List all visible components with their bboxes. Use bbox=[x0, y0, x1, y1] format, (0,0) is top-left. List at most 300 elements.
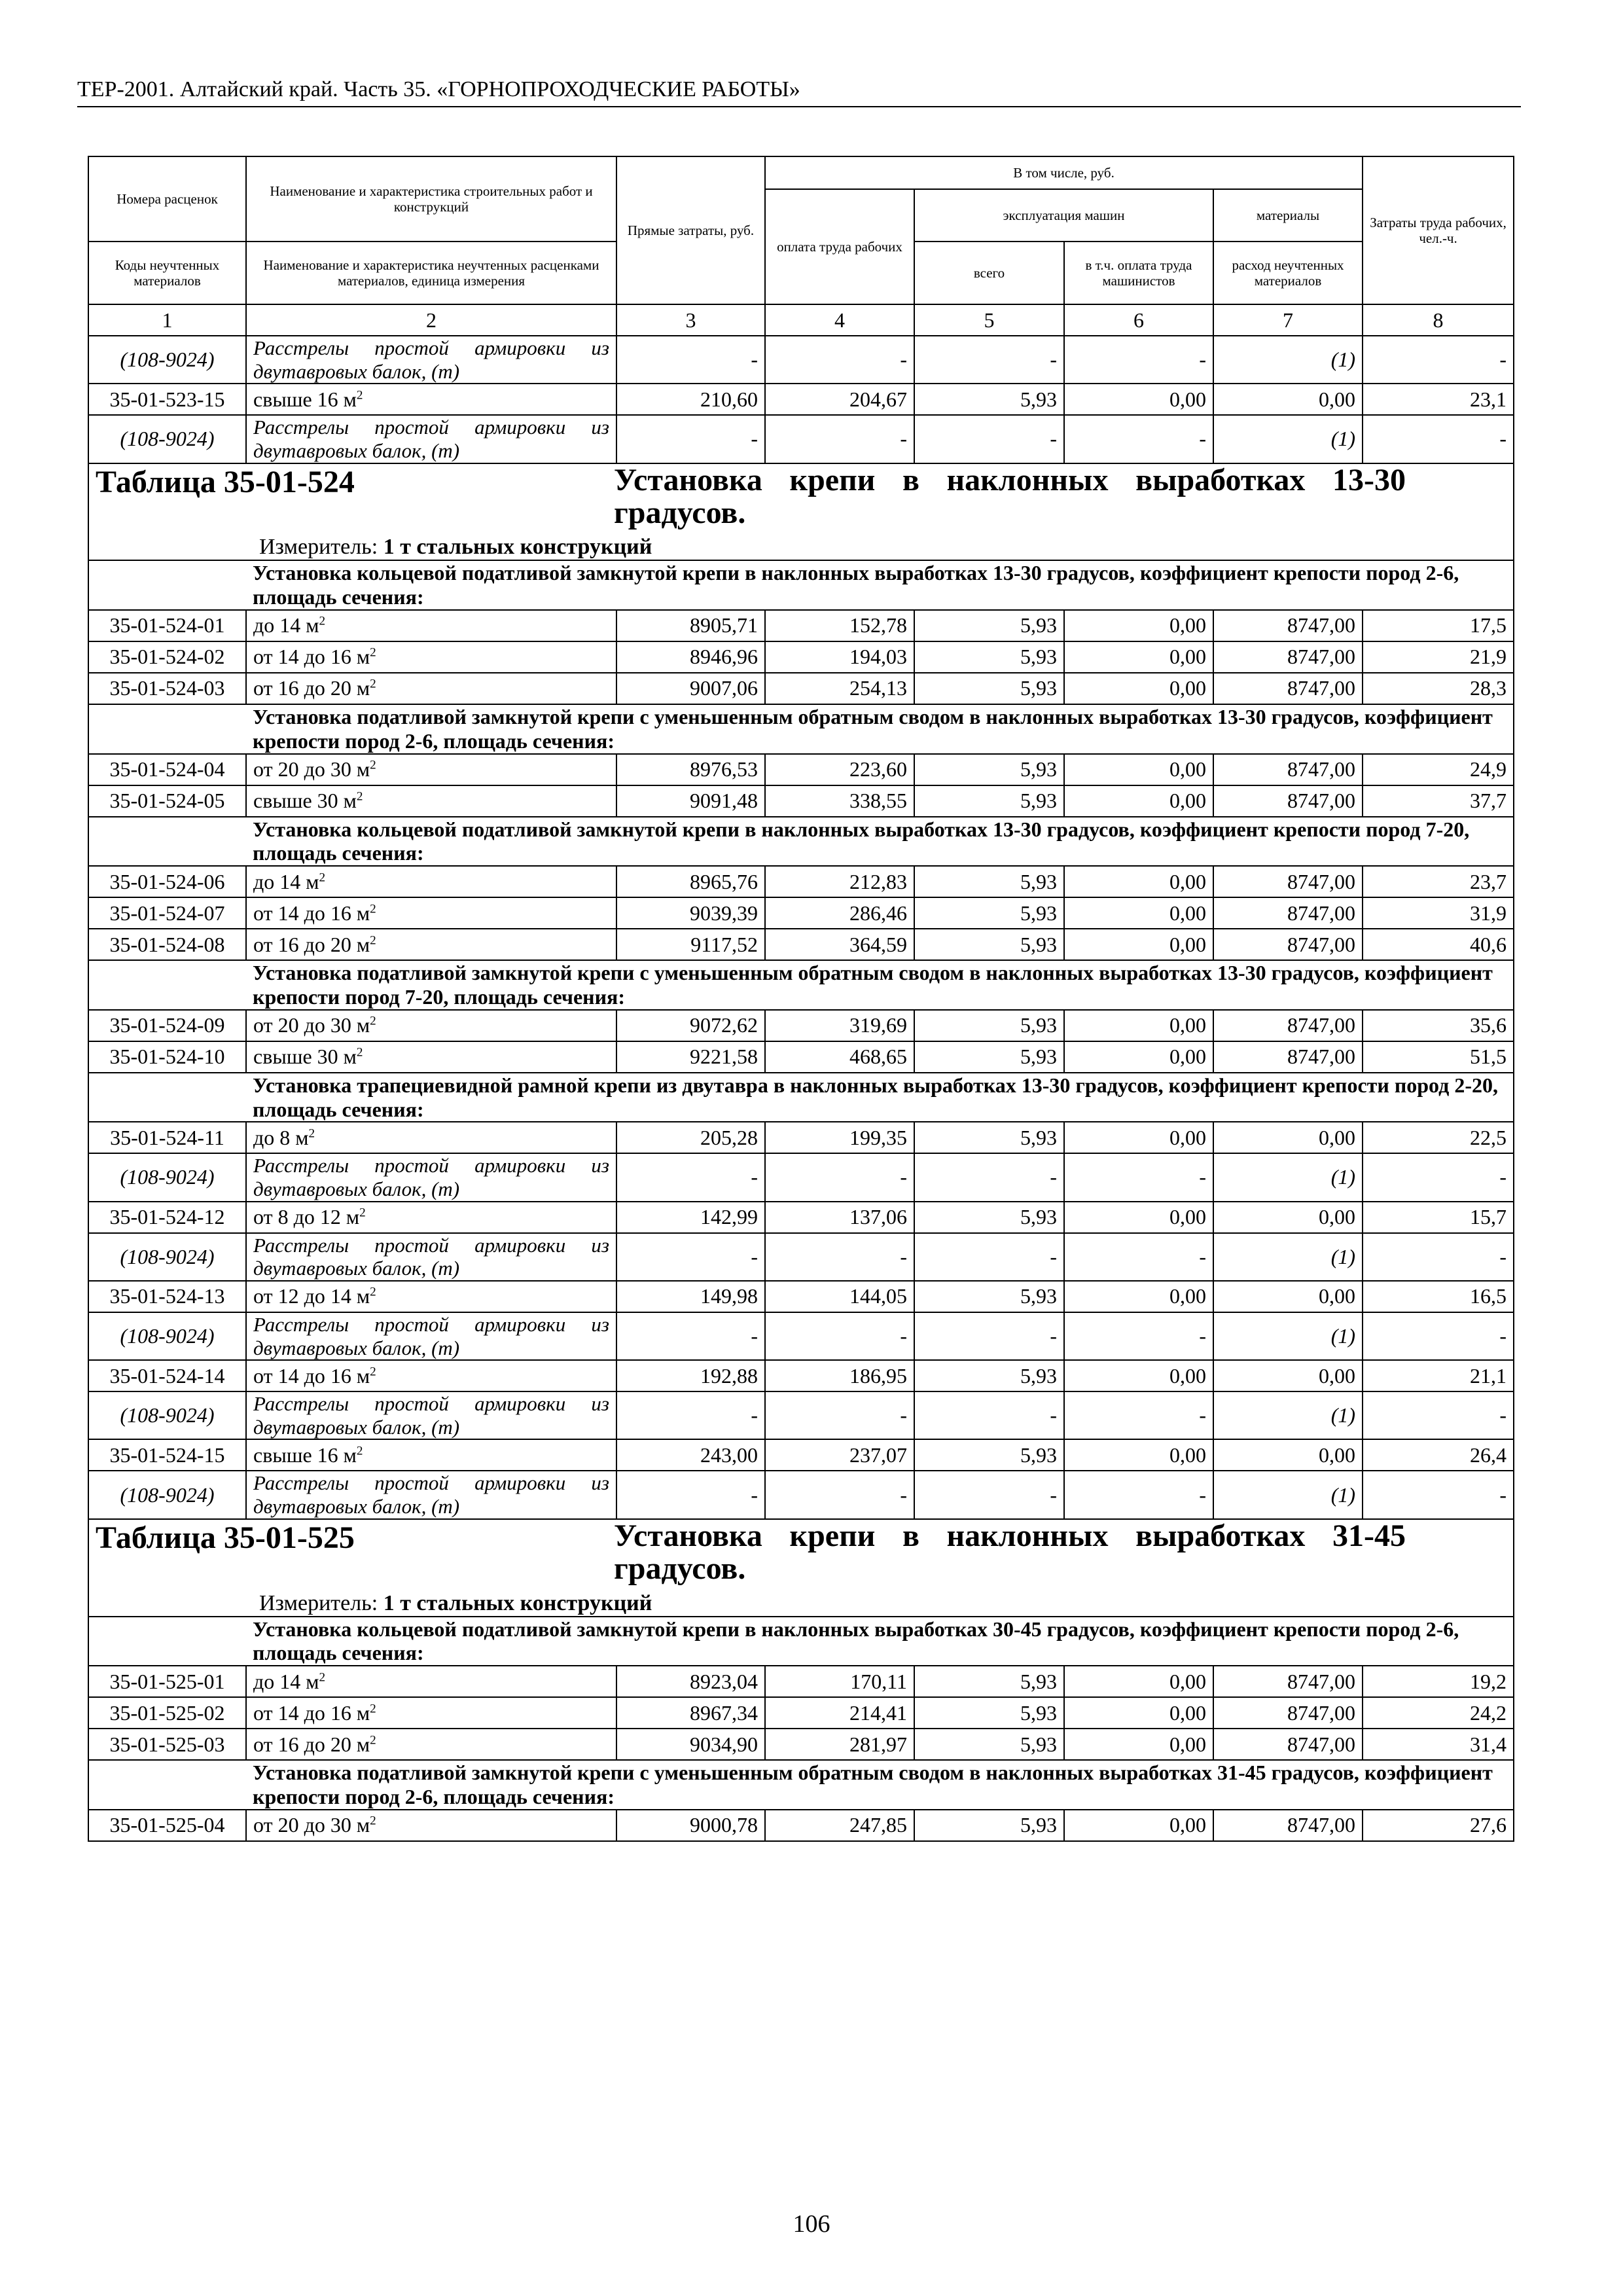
page-header: ТЕР-2001. Алтайский край. Часть 35. «ГОРНОПРОХОДЧЕСКИЕ РАБОТЫ» bbox=[77, 77, 1521, 107]
rate-name bbox=[246, 641, 616, 673]
cell-c6: 0,00 bbox=[1064, 610, 1213, 641]
cell-c3: 9000,78 bbox=[616, 1810, 765, 1841]
cell-c5: 5,93 bbox=[914, 1666, 1064, 1697]
rate-code: 35-01-525-02 bbox=[88, 1697, 246, 1729]
rate-name-text: от 14 до 16 м bbox=[253, 901, 370, 925]
cell-c5: 5,93 bbox=[914, 1810, 1064, 1841]
table-row bbox=[88, 1010, 1514, 1041]
rate-code: 35-01-524-02 bbox=[88, 641, 246, 673]
cell-c4: 237,07 bbox=[765, 1439, 914, 1471]
group-title: Установка кольцевой податливой замкнутой крепи в наклонных выработках 13-30 градусов, коэффициент крепости пород 7-20, площадь сечения: bbox=[246, 817, 1514, 867]
material-code: (108-9024) bbox=[88, 1391, 246, 1439]
unit-superscript: 2 bbox=[319, 1670, 326, 1684]
group-header-row bbox=[88, 817, 1514, 867]
rate-code: 35-01-525-03 bbox=[88, 1729, 246, 1760]
group-header-row bbox=[88, 1617, 1514, 1666]
cell-c6: 0,00 bbox=[1064, 1360, 1213, 1391]
cell-c3: 9221,58 bbox=[616, 1041, 765, 1073]
cell-c7: 0,00 bbox=[1213, 1360, 1363, 1391]
material-dash: - bbox=[1064, 415, 1213, 463]
unit-superscript: 2 bbox=[319, 614, 326, 628]
group-title: Установка податливой замкнутой крепи с уменьшенным обратным сводом в наклонных выработках 13-30 градусов, коэффициент крепости пород 2-6, площадь сечения: bbox=[246, 704, 1514, 754]
material-dash: - bbox=[616, 1391, 765, 1439]
material-dash: - bbox=[616, 1312, 765, 1360]
cell-c8: 24,9 bbox=[1363, 754, 1514, 785]
rate-name-text: свыше 30 м bbox=[253, 789, 357, 813]
table-row bbox=[88, 610, 1514, 641]
rate-code: 35-01-524-13 bbox=[88, 1281, 246, 1312]
material-dash: - bbox=[616, 1471, 765, 1518]
unit-superscript: 2 bbox=[370, 1365, 376, 1378]
rate-code: 35-01-524-08 bbox=[88, 929, 246, 960]
group-header-row bbox=[88, 560, 1514, 610]
rate-code: 35-01-524-03 bbox=[88, 673, 246, 704]
cell-c6: 0,00 bbox=[1064, 1666, 1213, 1697]
rate-name-text: от 16 до 20 м bbox=[253, 1732, 370, 1756]
cell-c6: 0,00 bbox=[1064, 785, 1213, 817]
rate-name bbox=[246, 1010, 616, 1041]
group-spacer bbox=[88, 960, 246, 1010]
cell-c5: 5,93 bbox=[914, 1010, 1064, 1041]
cell-c7: 0,00 bbox=[1213, 1202, 1363, 1233]
cell-c7: 8747,00 bbox=[1213, 641, 1363, 673]
material-quantity: (1) bbox=[1213, 415, 1363, 463]
header-materials: материалы bbox=[1213, 189, 1363, 242]
rate-code: 35-01-525-04 bbox=[88, 1810, 246, 1841]
cell-c6: 0,00 bbox=[1064, 1202, 1213, 1233]
group-spacer bbox=[88, 704, 246, 754]
measure-line bbox=[96, 535, 1507, 560]
column-number: 2 bbox=[246, 304, 616, 336]
group-spacer bbox=[88, 1760, 246, 1810]
unit-superscript: 2 bbox=[356, 388, 363, 403]
cell-c4: 254,13 bbox=[765, 673, 914, 704]
column-number: 7 bbox=[1213, 304, 1363, 336]
unit-superscript: 2 bbox=[370, 901, 376, 916]
group-header-row bbox=[88, 704, 1514, 754]
cell-c4: 194,03 bbox=[765, 641, 914, 673]
rate-code: 35-01-524-15 bbox=[88, 1439, 246, 1471]
material-dash: - bbox=[616, 1233, 765, 1281]
material-code: (108-9024) bbox=[88, 1153, 246, 1201]
unit-superscript: 2 bbox=[356, 789, 363, 804]
cell-c7: 0,00 bbox=[1213, 384, 1363, 415]
material-dash: - bbox=[914, 1471, 1064, 1518]
unit-superscript: 2 bbox=[319, 870, 326, 884]
material-quantity: (1) bbox=[1213, 336, 1363, 384]
material-code: (108-9024) bbox=[88, 336, 246, 384]
cell-c4: 468,65 bbox=[765, 1041, 914, 1073]
material-name: Расстрелы простой армировки из двутавровых балок, (т) bbox=[246, 336, 616, 384]
rate-name-text: от 8 до 12 м bbox=[253, 1205, 360, 1229]
rate-name bbox=[246, 1729, 616, 1760]
rate-name-text: свыше 30 м bbox=[253, 1045, 357, 1069]
rate-name-text: до 14 м bbox=[253, 869, 319, 893]
cell-c5: 5,93 bbox=[914, 897, 1064, 929]
rate-code: 35-01-524-12 bbox=[88, 1202, 246, 1233]
rate-name bbox=[246, 384, 616, 415]
material-dash: - bbox=[765, 336, 914, 384]
material-quantity: (1) bbox=[1213, 1153, 1363, 1201]
material-quantity: (1) bbox=[1213, 1233, 1363, 1281]
material-dash: - bbox=[765, 415, 914, 463]
table-section-heading bbox=[88, 1519, 1514, 1617]
cell-c3: 8946,96 bbox=[616, 641, 765, 673]
table-row bbox=[88, 897, 1514, 929]
group-title: Установка трапециевидной рамной крепи из двутавра в наклонных выработках 13-30 градусов, коэффициент крепости пород 2-20, площадь сечения: bbox=[246, 1073, 1514, 1122]
rate-name bbox=[246, 785, 616, 817]
cell-c3: 8965,76 bbox=[616, 866, 765, 897]
cell-c3: 243,00 bbox=[616, 1439, 765, 1471]
rate-code: 35-01-524-09 bbox=[88, 1010, 246, 1041]
material-row bbox=[88, 1312, 1514, 1360]
table-row bbox=[88, 1041, 1514, 1073]
cell-c3: 210,60 bbox=[616, 384, 765, 415]
cell-c3: 9117,52 bbox=[616, 929, 765, 960]
cell-c7: 8747,00 bbox=[1213, 1729, 1363, 1760]
cell-c6: 0,00 bbox=[1064, 673, 1213, 704]
rate-name bbox=[246, 610, 616, 641]
material-dash: - bbox=[1064, 1471, 1213, 1518]
cell-c8: 21,9 bbox=[1363, 641, 1514, 673]
cell-c5: 5,93 bbox=[914, 1122, 1064, 1153]
cell-c3: 8967,34 bbox=[616, 1697, 765, 1729]
cell-c6: 0,00 bbox=[1064, 1041, 1213, 1073]
cell-c3: 9034,90 bbox=[616, 1729, 765, 1760]
group-title: Установка податливой замкнутой крепи с уменьшенным обратным сводом в наклонных выработках 13-30 градусов, коэффициент крепости пород 7-20, площадь сечения: bbox=[246, 960, 1514, 1010]
material-dash: - bbox=[1064, 336, 1213, 384]
rate-name-text: от 20 до 30 м bbox=[253, 1013, 370, 1037]
cell-c3: 9072,62 bbox=[616, 1010, 765, 1041]
material-row bbox=[88, 1233, 1514, 1281]
column-number: 8 bbox=[1363, 304, 1514, 336]
unit-superscript: 2 bbox=[370, 758, 376, 772]
cell-c5: 5,93 bbox=[914, 1041, 1064, 1073]
measure-line bbox=[96, 1591, 1507, 1616]
material-dash: - bbox=[914, 415, 1064, 463]
table-title: Установка крепи в наклонных выработках 13-30 градусов. bbox=[614, 463, 1406, 530]
material-row bbox=[88, 415, 1514, 463]
material-dash: - bbox=[914, 1312, 1064, 1360]
cell-c7: 8747,00 bbox=[1213, 785, 1363, 817]
cell-c6: 0,00 bbox=[1064, 866, 1213, 897]
cell-c4: 364,59 bbox=[765, 929, 914, 960]
rate-name bbox=[246, 754, 616, 785]
cell-c4: 170,11 bbox=[765, 1666, 914, 1697]
cell-c5: 5,93 bbox=[914, 866, 1064, 897]
cell-c4: 319,69 bbox=[765, 1010, 914, 1041]
cell-c4: 144,05 bbox=[765, 1281, 914, 1312]
group-spacer bbox=[88, 560, 246, 610]
group-header-row bbox=[88, 1760, 1514, 1810]
cell-c6: 0,00 bbox=[1064, 1439, 1213, 1471]
cell-c5: 5,93 bbox=[914, 1729, 1064, 1760]
rate-name bbox=[246, 1666, 616, 1697]
rate-name bbox=[246, 1202, 616, 1233]
cell-c8: 31,4 bbox=[1363, 1729, 1514, 1760]
unit-superscript: 2 bbox=[370, 1014, 376, 1028]
rate-name bbox=[246, 1360, 616, 1391]
cell-c8: 31,9 bbox=[1363, 897, 1514, 929]
cell-c6: 0,00 bbox=[1064, 1281, 1213, 1312]
cell-c3: 9039,39 bbox=[616, 897, 765, 929]
rate-name-text: от 14 до 16 м bbox=[253, 645, 370, 669]
cell-c5: 5,93 bbox=[914, 1360, 1064, 1391]
rate-name bbox=[246, 1439, 616, 1471]
cell-c8: 17,5 bbox=[1363, 610, 1514, 641]
cell-c8: 15,7 bbox=[1363, 1202, 1514, 1233]
header-labor-hours: Затраты труда рабочих, чел.-ч. bbox=[1363, 156, 1514, 304]
cell-c5: 5,93 bbox=[914, 929, 1064, 960]
cell-c8: 16,5 bbox=[1363, 1281, 1514, 1312]
rate-code: 35-01-524-14 bbox=[88, 1360, 246, 1391]
group-spacer bbox=[88, 1073, 246, 1122]
unit-superscript: 2 bbox=[370, 1701, 376, 1715]
rate-name bbox=[246, 897, 616, 929]
column-number: 4 bbox=[765, 304, 914, 336]
table-row bbox=[88, 1281, 1514, 1312]
cell-c4: 281,97 bbox=[765, 1729, 914, 1760]
header-material-codes: Коды неучтенных материалов bbox=[88, 242, 246, 304]
material-name: Расстрелы простой армировки из двутавровых балок, (т) bbox=[246, 1471, 616, 1518]
cell-c4: 199,35 bbox=[765, 1122, 914, 1153]
group-spacer bbox=[88, 817, 246, 867]
cell-c8: 21,1 bbox=[1363, 1360, 1514, 1391]
cell-c3: 205,28 bbox=[616, 1122, 765, 1153]
cell-c5: 5,93 bbox=[914, 1281, 1064, 1312]
table-row bbox=[88, 1439, 1514, 1471]
unit-superscript: 2 bbox=[370, 677, 376, 691]
cell-c7: 8747,00 bbox=[1213, 1041, 1363, 1073]
cell-c8: 24,2 bbox=[1363, 1697, 1514, 1729]
material-dash: - bbox=[1363, 1153, 1514, 1201]
table-row bbox=[88, 673, 1514, 704]
material-dash: - bbox=[616, 1153, 765, 1201]
table-row bbox=[88, 866, 1514, 897]
unit-superscript: 2 bbox=[356, 1444, 363, 1458]
material-dash: - bbox=[1363, 336, 1514, 384]
material-dash: - bbox=[1064, 1233, 1213, 1281]
cell-c5: 5,93 bbox=[914, 384, 1064, 415]
cell-c4: 137,06 bbox=[765, 1202, 914, 1233]
material-quantity: (1) bbox=[1213, 1391, 1363, 1439]
cell-c3: 8905,71 bbox=[616, 610, 765, 641]
material-dash: - bbox=[1363, 1471, 1514, 1518]
table-row bbox=[88, 785, 1514, 817]
cell-c3: 149,98 bbox=[616, 1281, 765, 1312]
rate-name bbox=[246, 1122, 616, 1153]
material-name: Расстрелы простой армировки из двутавровых балок, (т) bbox=[246, 415, 616, 463]
material-row bbox=[88, 1471, 1514, 1518]
rates-table bbox=[88, 156, 1514, 1842]
cell-c5: 5,93 bbox=[914, 641, 1064, 673]
table-row bbox=[88, 384, 1514, 415]
material-row bbox=[88, 336, 1514, 384]
material-dash: - bbox=[765, 1391, 914, 1439]
cell-c8: 23,1 bbox=[1363, 384, 1514, 415]
cell-c7: 0,00 bbox=[1213, 1281, 1363, 1312]
table-row bbox=[88, 641, 1514, 673]
material-dash: - bbox=[616, 415, 765, 463]
material-name: Расстрелы простой армировки из двутавровых балок, (т) bbox=[246, 1233, 616, 1281]
cell-c7: 8747,00 bbox=[1213, 1010, 1363, 1041]
cell-c8: 35,6 bbox=[1363, 1010, 1514, 1041]
rate-name-text: до 14 м bbox=[253, 613, 319, 637]
unit-superscript: 2 bbox=[356, 1045, 363, 1060]
rate-name-text: от 14 до 16 м bbox=[253, 1363, 370, 1388]
cell-c6: 0,00 bbox=[1064, 641, 1213, 673]
cell-c4: 152,78 bbox=[765, 610, 914, 641]
material-code: (108-9024) bbox=[88, 1312, 246, 1360]
material-dash: - bbox=[1064, 1391, 1213, 1439]
table-body bbox=[88, 336, 1514, 1841]
cell-c8: 22,5 bbox=[1363, 1122, 1514, 1153]
cell-c6: 0,00 bbox=[1064, 897, 1213, 929]
cell-c7: 8747,00 bbox=[1213, 1666, 1363, 1697]
rate-name-text: от 16 до 20 м bbox=[253, 932, 370, 956]
measure-value: 1 т стальных конструкций bbox=[383, 1590, 652, 1615]
material-code: (108-9024) bbox=[88, 1471, 246, 1518]
cell-c3: 9091,48 bbox=[616, 785, 765, 817]
table-number: Таблица 35-01-524 bbox=[96, 464, 355, 499]
material-dash: - bbox=[765, 1153, 914, 1201]
material-code: (108-9024) bbox=[88, 415, 246, 463]
table-section-cell bbox=[88, 463, 1514, 561]
measure-value: 1 т стальных конструкций bbox=[383, 535, 652, 560]
rate-name-text: от 20 до 30 м bbox=[253, 757, 370, 781]
cell-c7: 8747,00 bbox=[1213, 1697, 1363, 1729]
rate-code: 35-01-524-01 bbox=[88, 610, 246, 641]
rate-code: 35-01-524-06 bbox=[88, 866, 246, 897]
cell-c7: 0,00 bbox=[1213, 1122, 1363, 1153]
header-material-consumption: расход неучтенных материалов bbox=[1213, 242, 1363, 304]
group-title: Установка кольцевой податливой замкнутой крепи в наклонных выработках 30-45 градусов, коэффициент крепости пород 2-6, площадь сечения: bbox=[246, 1617, 1514, 1666]
table-row bbox=[88, 754, 1514, 785]
unit-superscript: 2 bbox=[308, 1126, 315, 1141]
rate-code: 35-01-523-15 bbox=[88, 384, 246, 415]
rate-name-text: от 14 до 16 м bbox=[253, 1700, 370, 1725]
cell-c3: 8976,53 bbox=[616, 754, 765, 785]
cell-c8: 28,3 bbox=[1363, 673, 1514, 704]
rate-code: 35-01-524-07 bbox=[88, 897, 246, 929]
rate-name bbox=[246, 866, 616, 897]
column-number: 3 bbox=[616, 304, 765, 336]
unit-superscript: 2 bbox=[370, 645, 376, 660]
measure-label: Измеритель: bbox=[259, 535, 383, 560]
material-name: Расстрелы простой армировки из двутавровых балок, (т) bbox=[246, 1312, 616, 1360]
material-dash: - bbox=[1064, 1312, 1213, 1360]
rate-code: 35-01-524-05 bbox=[88, 785, 246, 817]
cell-c4: 212,83 bbox=[765, 866, 914, 897]
header-machines: эксплуатация машин bbox=[914, 189, 1213, 242]
rate-name bbox=[246, 673, 616, 704]
cell-c8: 40,6 bbox=[1363, 929, 1514, 960]
unit-superscript: 2 bbox=[370, 1732, 376, 1747]
material-name: Расстрелы простой армировки из двутавровых балок, (т) bbox=[246, 1391, 616, 1439]
material-quantity: (1) bbox=[1213, 1471, 1363, 1518]
cell-c6: 0,00 bbox=[1064, 929, 1213, 960]
rate-name-text: от 16 до 20 м bbox=[253, 676, 370, 700]
group-title: Установка кольцевой податливой замкнутой крепи в наклонных выработках 13-30 градусов, коэффициент крепости пород 2-6, площадь сечения: bbox=[246, 560, 1514, 610]
material-dash: - bbox=[765, 1471, 914, 1518]
rate-code: 35-01-525-01 bbox=[88, 1666, 246, 1697]
header-worker-pay: оплата труда рабочих bbox=[765, 189, 914, 304]
material-quantity: (1) bbox=[1213, 1312, 1363, 1360]
cell-c6: 0,00 bbox=[1064, 1122, 1213, 1153]
cell-c7: 8747,00 bbox=[1213, 754, 1363, 785]
group-spacer bbox=[88, 1617, 246, 1666]
material-dash: - bbox=[765, 1233, 914, 1281]
unit-superscript: 2 bbox=[370, 933, 376, 947]
table-row bbox=[88, 1729, 1514, 1760]
cell-c8: 26,4 bbox=[1363, 1439, 1514, 1471]
column-number: 1 bbox=[88, 304, 246, 336]
cell-c5: 5,93 bbox=[914, 673, 1064, 704]
material-dash: - bbox=[616, 336, 765, 384]
cell-c7: 8747,00 bbox=[1213, 929, 1363, 960]
material-dash: - bbox=[1363, 415, 1514, 463]
rate-name-text: от 12 до 14 м bbox=[253, 1284, 370, 1308]
cell-c8: 27,6 bbox=[1363, 1810, 1514, 1841]
page-number: 106 bbox=[793, 2210, 830, 2238]
group-title: Установка податливой замкнутой крепи с уменьшенным обратным сводом в наклонных выработках 31-45 градусов, коэффициент крепости пород 2-6, площадь сечения: bbox=[246, 1760, 1514, 1810]
material-dash: - bbox=[914, 336, 1064, 384]
rate-name-text: свыше 16 м bbox=[253, 387, 357, 411]
rate-code: 35-01-524-11 bbox=[88, 1122, 246, 1153]
rate-name bbox=[246, 1697, 616, 1729]
cell-c7: 8747,00 bbox=[1213, 673, 1363, 704]
cell-c6: 0,00 bbox=[1064, 1697, 1213, 1729]
material-dash: - bbox=[1363, 1233, 1514, 1281]
header-work-name: Наименование и характеристика строительных работ и конструкций bbox=[246, 156, 616, 242]
material-name: Расстрелы простой армировки из двутавровых балок, (т) bbox=[246, 1153, 616, 1201]
header-including: В том числе, руб. bbox=[765, 156, 1363, 189]
header-direct-costs: Прямые затраты, руб. bbox=[616, 156, 765, 304]
cell-c3: 8923,04 bbox=[616, 1666, 765, 1697]
table-number: Таблица 35-01-525 bbox=[96, 1520, 355, 1555]
material-code: (108-9024) bbox=[88, 1233, 246, 1281]
cell-c3: 142,99 bbox=[616, 1202, 765, 1233]
table-row bbox=[88, 1697, 1514, 1729]
cell-c6: 0,00 bbox=[1064, 1729, 1213, 1760]
rate-name bbox=[246, 929, 616, 960]
measure-label: Измеритель: bbox=[259, 1590, 383, 1615]
table-title: Установка крепи в наклонных выработках 31-45 градусов. bbox=[614, 1518, 1406, 1587]
cell-c4: 186,95 bbox=[765, 1360, 914, 1391]
column-number: 5 bbox=[914, 304, 1064, 336]
header-material-name: Наименование и характеристика неучтенных расценками материалов, единица измерения bbox=[246, 242, 616, 304]
cell-c7: 0,00 bbox=[1213, 1439, 1363, 1471]
rate-code: 35-01-524-10 bbox=[88, 1041, 246, 1073]
material-dash: - bbox=[914, 1391, 1064, 1439]
cell-c4: 204,67 bbox=[765, 384, 914, 415]
cell-c5: 5,93 bbox=[914, 785, 1064, 817]
column-number: 6 bbox=[1064, 304, 1213, 336]
cell-c5: 5,93 bbox=[914, 1439, 1064, 1471]
group-header-row bbox=[88, 1073, 1514, 1122]
cell-c6: 0,00 bbox=[1064, 1010, 1213, 1041]
cell-c5: 5,93 bbox=[914, 1697, 1064, 1729]
cell-c8: 19,2 bbox=[1363, 1666, 1514, 1697]
table-row bbox=[88, 1810, 1514, 1841]
rate-name bbox=[246, 1041, 616, 1073]
material-row bbox=[88, 1391, 1514, 1439]
material-dash: - bbox=[1064, 1153, 1213, 1201]
cell-c3: 192,88 bbox=[616, 1360, 765, 1391]
rate-name-text: свыше 16 м bbox=[253, 1443, 357, 1467]
unit-superscript: 2 bbox=[370, 1285, 376, 1299]
header-machines-total: всего bbox=[914, 242, 1064, 304]
